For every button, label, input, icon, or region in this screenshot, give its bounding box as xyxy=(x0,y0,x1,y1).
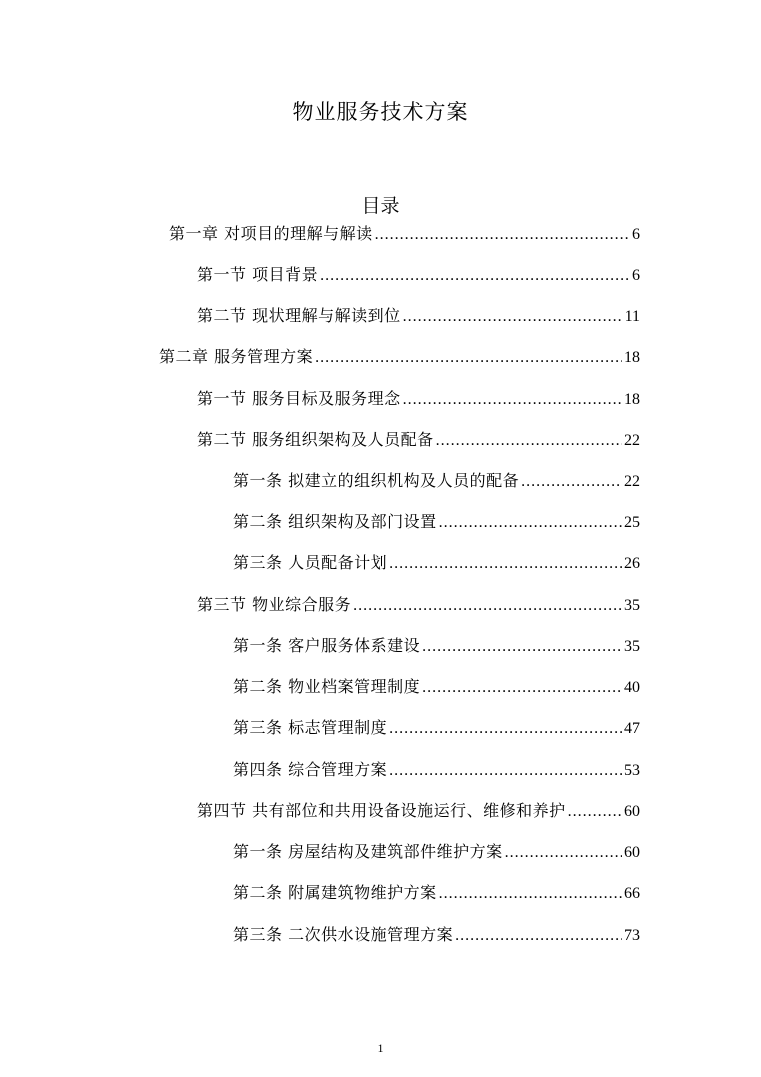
toc-entry-page: 60 xyxy=(624,803,640,820)
toc-entry-article[interactable] xyxy=(233,512,640,532)
toc-leader-dots xyxy=(521,472,622,492)
toc-leader-dots xyxy=(439,884,622,904)
toc-entry-chapter-1[interactable] xyxy=(169,224,640,244)
toc-entry-page: 66 xyxy=(624,885,640,902)
toc-entry-label: 第一节 服务目标及服务理念 xyxy=(197,389,401,408)
toc-entry-page: 22 xyxy=(624,432,640,449)
toc-leader-dots xyxy=(436,431,622,451)
toc-entry-page: 35 xyxy=(624,597,640,614)
toc-entry-label: 第一条 拟建立的组织机构及人员的配备 xyxy=(233,471,520,490)
toc-heading: 目录 xyxy=(361,195,400,217)
toc-entry-label: 第四节 共有部位和共用设备设施运行、维修和养护 xyxy=(197,801,566,820)
document-title: 物业服务技术方案 xyxy=(292,100,469,124)
toc-entry-page: 40 xyxy=(624,679,640,696)
toc-entry-article[interactable] xyxy=(233,471,640,491)
page-number: 1 xyxy=(377,1041,384,1055)
toc-entry-page: 47 xyxy=(624,720,640,737)
toc-leader-dots xyxy=(389,761,622,781)
toc-entry-page: 35 xyxy=(624,638,640,655)
toc-entry-label: 第二条 组织架构及部门设置 xyxy=(233,512,437,531)
toc-entry-section[interactable] xyxy=(197,430,640,450)
toc-leader-dots xyxy=(439,513,622,533)
toc-entry-label: 第三条 标志管理制度 xyxy=(233,718,388,737)
toc-entry-page: 26 xyxy=(624,555,640,572)
toc-entry-label: 第一条 房屋结构及建筑部件维护方案 xyxy=(233,842,503,861)
toc-entry-label: 第四条 综合管理方案 xyxy=(233,760,388,779)
toc-entry-article[interactable] xyxy=(233,842,640,862)
toc-entry-chapter-2[interactable] xyxy=(159,347,640,367)
toc-leader-dots xyxy=(505,843,622,863)
toc-entry-article[interactable] xyxy=(233,718,640,738)
toc-entry-label: 第一节 项目背景 xyxy=(197,265,319,284)
toc-entry-page: 18 xyxy=(624,391,640,408)
toc-entry-page: 11 xyxy=(624,308,640,325)
toc-leader-dots xyxy=(389,554,622,574)
toc-leader-dots xyxy=(422,678,622,698)
toc-leader-dots xyxy=(422,637,622,657)
toc-entry-label: 第二章 服务管理方案 xyxy=(159,347,314,366)
toc-entry-label: 第一条 客户服务体系建设 xyxy=(233,636,421,655)
toc-entry-page: 60 xyxy=(624,844,640,861)
toc-entry-article[interactable] xyxy=(233,760,640,780)
toc-leader-dots xyxy=(375,225,630,245)
toc-entry-label: 第二节 现状理解与解读到位 xyxy=(197,306,401,325)
toc-entry-article[interactable] xyxy=(233,677,640,697)
toc-leader-dots xyxy=(315,348,622,368)
toc-entry-label: 第二节 服务组织架构及人员配备 xyxy=(197,430,434,449)
toc-entry-page: 6 xyxy=(632,226,640,243)
toc-entry-page: 22 xyxy=(624,473,640,490)
toc-entry-label: 第二条 物业档案管理制度 xyxy=(233,677,421,696)
toc-leader-dots xyxy=(320,266,630,286)
toc-entry-article[interactable] xyxy=(233,636,640,656)
toc-leader-dots xyxy=(403,390,622,410)
toc-entry-page: 53 xyxy=(624,762,640,779)
toc-entry-label: 第三节 物业综合服务 xyxy=(197,595,352,614)
toc-entry-article[interactable] xyxy=(233,883,640,903)
toc-entry-section[interactable] xyxy=(197,389,640,409)
toc-entry-page: 18 xyxy=(624,349,640,366)
toc-entry-section[interactable] xyxy=(197,306,640,326)
toc-entry-label: 第二条 附属建筑物维护方案 xyxy=(233,883,437,902)
toc-entry-label: 第一章 对项目的理解与解读 xyxy=(169,224,373,243)
toc-entry-label: 第三条 人员配备计划 xyxy=(233,553,388,572)
toc-leader-dots xyxy=(455,926,622,946)
toc-entry-label: 第三条 二次供水设施管理方案 xyxy=(233,925,454,944)
toc-entry-article[interactable] xyxy=(233,553,640,573)
toc-entry-page: 73 xyxy=(624,927,640,944)
toc-entry-section[interactable] xyxy=(197,265,640,285)
toc-leader-dots xyxy=(389,719,622,739)
toc-leader-dots xyxy=(568,802,622,822)
toc-leader-dots xyxy=(403,307,623,327)
toc-entry-page: 6 xyxy=(632,267,640,284)
toc-leader-dots xyxy=(353,596,622,616)
toc-entry-article[interactable] xyxy=(233,925,640,945)
toc-entry-section[interactable] xyxy=(197,595,640,615)
toc-entry-page: 25 xyxy=(624,514,640,531)
toc-entry-section[interactable] xyxy=(197,801,640,821)
